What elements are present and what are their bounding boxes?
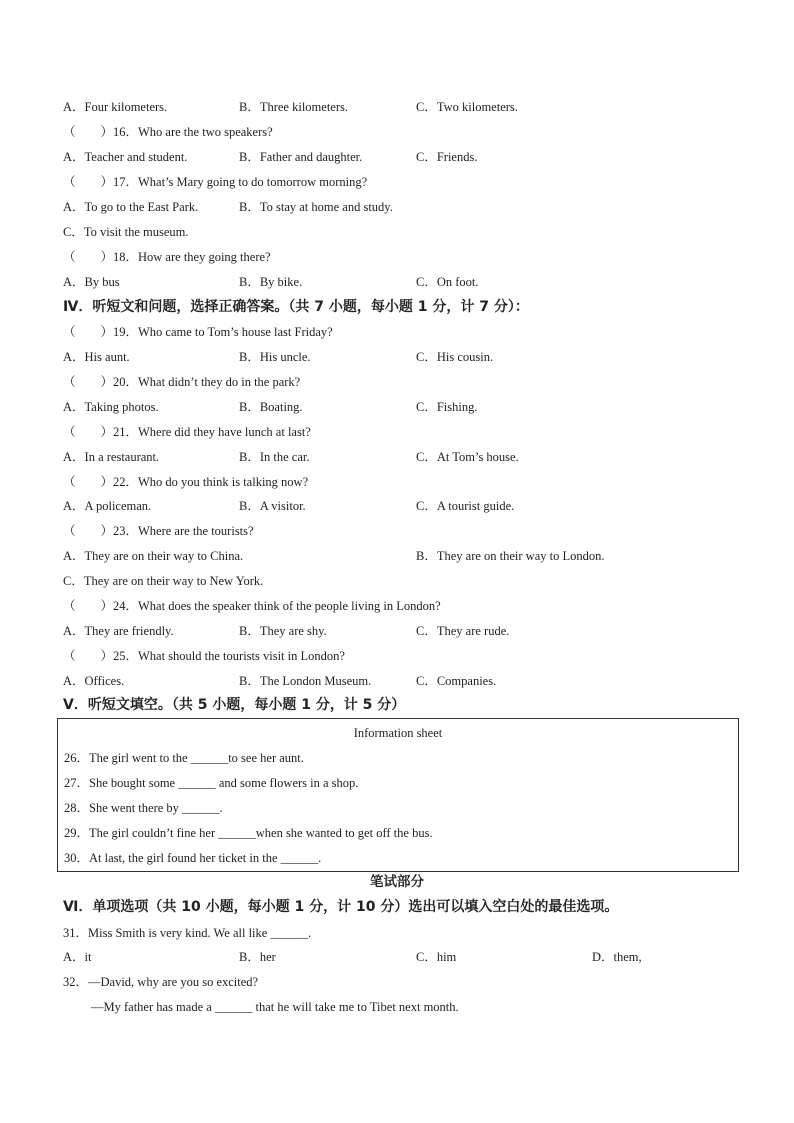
q31-option-a: A．it xyxy=(63,950,92,964)
question-20: （ ）20．What didn’t they do in the park? xyxy=(63,375,301,389)
question-17: （ ）17．What’s Mary going to do tomorrow morning? xyxy=(63,175,368,189)
q20-option-b: B．Boating. xyxy=(239,400,303,414)
q19-option-a: A．His aunt. xyxy=(63,350,130,364)
info-line-27: 27．She bought some ______ and some flowers in a shop. xyxy=(64,776,359,790)
question-23: （ ）23．Where are the tourists? xyxy=(63,524,254,538)
q23-option-c: C．They are on their way to New York. xyxy=(63,574,264,588)
info-line-28: 28．She went there by ______. xyxy=(64,801,223,815)
question-24: （ ）24．What does the speaker think of the people living in London? xyxy=(63,599,441,613)
q18-option-c: C．On foot. xyxy=(416,275,479,289)
q20-option-c: C．Fishing. xyxy=(416,400,478,414)
question-22: （ ）22．Who do you think is talking now? xyxy=(63,475,309,489)
q16-option-b: B．Father and daughter. xyxy=(239,150,363,164)
written-part-heading: 笔试部分 xyxy=(370,874,424,890)
info-line-26: 26．The girl went to the ______to see her aunt. xyxy=(64,751,304,765)
q22-option-b: B．A visitor. xyxy=(239,499,306,513)
q24-option-b: B．They are shy. xyxy=(239,624,327,638)
q23-option-a: A．They are on their way to China. xyxy=(63,549,244,563)
question-31: 31．Miss Smith is very kind. We all like ______. xyxy=(63,926,312,940)
q31-option-d: D．them, xyxy=(592,950,642,964)
q17-option-a: A．To go to the East Park. xyxy=(63,200,199,214)
question-21: （ ）21．Where did they have lunch at last? xyxy=(63,425,311,439)
question-25: （ ）25．What should the tourists visit in London? xyxy=(63,649,345,663)
q16-option-a: A．Teacher and student. xyxy=(63,150,188,164)
info-line-29: 29．The girl couldn’t fine her ______when she wanted to get off the bus. xyxy=(64,826,433,840)
q21-option-b: B．In the car. xyxy=(239,450,310,464)
question-32-response: —My father has made a ______ that he will take me to Tibet next month. xyxy=(91,1000,459,1014)
section-6-heading: Ⅵ．单项选项（共 10 小题，每小题 1 分，计 10 分）选出可以填入空白处的最佳选项。 xyxy=(63,899,619,915)
question-19: （ ）19．Who came to Tom’s house last Friday? xyxy=(63,325,333,339)
q16-option-c: C．Friends. xyxy=(416,150,478,164)
q21-option-a: A．In a restaurant. xyxy=(63,450,160,464)
q18-option-b: B．By bike. xyxy=(239,275,303,289)
q15-option-c: C．Two kilometers. xyxy=(416,100,518,114)
question-18: （ ）18．How are they going there? xyxy=(63,250,271,264)
q15-option-a: A．Four kilometers. xyxy=(63,100,168,114)
section-4-heading: Ⅳ．听短文和问题，选择正确答案。（共 7 小题，每小题 1 分，计 7 分）： xyxy=(63,299,529,315)
q19-option-c: C．His cousin. xyxy=(416,350,494,364)
q22-option-a: A．A policeman. xyxy=(63,499,152,513)
section-5-heading: Ⅴ．听短文填空。（共 5 小题，每小题 1 分，计 5 分） xyxy=(63,697,406,713)
q21-option-c: C．At Tom’s house. xyxy=(416,450,519,464)
q17-option-c: C．To visit the museum. xyxy=(63,225,189,239)
q25-option-c: C．Companies. xyxy=(416,674,497,688)
q25-option-b: B．The London Museum. xyxy=(239,674,372,688)
q20-option-a: A．Taking photos. xyxy=(63,400,159,414)
q17-option-b: B．To stay at home and study. xyxy=(239,200,393,214)
information-sheet-title: Information sheet xyxy=(353,726,443,740)
question-16: （ ）16．Who are the two speakers? xyxy=(63,125,273,139)
q31-option-b: B．her xyxy=(239,950,276,964)
q18-option-a: A．By bus xyxy=(63,275,120,289)
info-line-30: 30．At last, the girl found her ticket in the ______. xyxy=(64,851,322,865)
q19-option-b: B．His uncle. xyxy=(239,350,311,364)
q15-option-b: B．Three kilometers. xyxy=(239,100,348,114)
q22-option-c: C．A tourist guide. xyxy=(416,499,515,513)
information-sheet-box xyxy=(57,718,739,872)
question-32: 32．—David, why are you so excited? xyxy=(63,975,259,989)
q25-option-a: A．Offices. xyxy=(63,674,125,688)
q23-option-b: B．They are on their way to London. xyxy=(416,549,605,563)
q24-option-c: C．They are rude. xyxy=(416,624,510,638)
q24-option-a: A．They are friendly. xyxy=(63,624,174,638)
q31-option-c: C．him xyxy=(416,950,457,964)
